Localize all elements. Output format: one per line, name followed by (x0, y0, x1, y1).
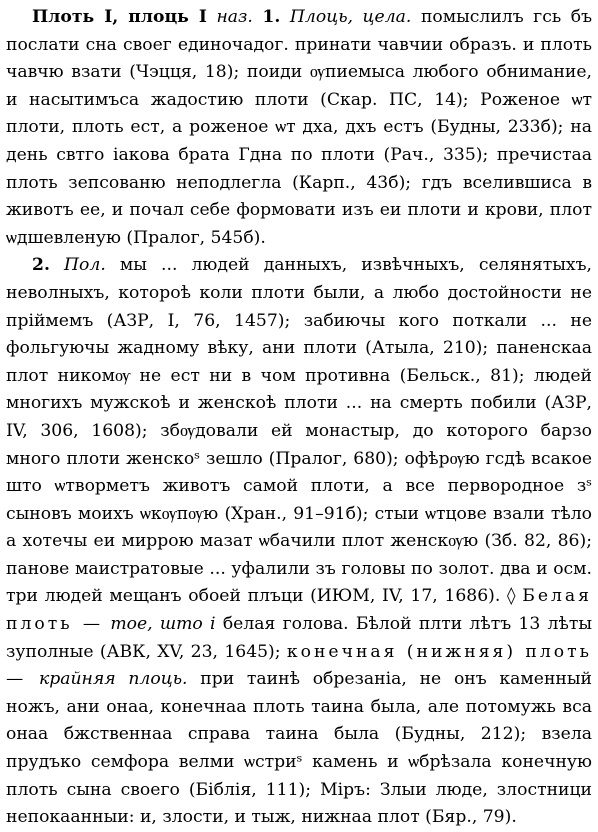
phrase-2-gloss: крайняя плоць. (38, 669, 188, 690)
sense-1-gloss: Плоць, цела. (289, 7, 412, 27)
sense-2-number: 2. (32, 255, 50, 276)
sense-1-text: помыслилъ гсь бъ послати сна своег единочадог. принати чавчии образъ. и плоть чавчю взати (Чэцця, 18); поиди ѹпиемыса любого обнимание, и насытимъса жадостию плоти (Скар. ПС, 14); Роженое ѡт плоти, плоть ест, а роженое ѡт дха, дхъ естъ (Будны, 233б); на день свтго іакова брата Гдна по плоти (Рач., 335); пречистаа плоть зепсованю неподлегла (Карп., 43б); гдъ вселившиса в животъ ее, и почал себе формовати изъ еи плоти и крови, плот ѡдшевленую (Пралог, 545б). (6, 7, 593, 248)
phrase-marker: ◊ (507, 586, 516, 607)
phrase-1-gloss: тое, што і (110, 614, 216, 635)
sense-2-text: мы ... людей данныхъ, извѣчныхъ, селянятыхъ, неволныхъ, котороѣ коли плоти были, а любо достойности не пріймемъ (АЗР, I, 76, 1457); забиючы кого поткали ... не фольгуючы жадному вѣку, ани плоти (Атыла, 210); паненскаа плот никомѹ не ест ни в чом противна (Бельск., 81); людей многихъ мужскоѣ и женскоѣ плоти ... на смерть побили (АЗР, IV, 306, 1608); збѹдовали ей монастыр, до которого барзо много плоти женскоˢ зешло (Пралог, 680); офѣрѹю гсдѣ всакое што ѡтворметъ животъ самой плоти, а все первородное зˢ сыновъ моихъ ѡкѹпѹю (Хран., 91–91б); стыи ѡтцове взали тѣло а хотечы еи миррою мазат ѡбачили плот женскѹю (Зб. 82, 86); панове маистратовые ... уфалили зъ головы по золот. два и осм. три людей мещанъ обоей плъци (ИЮМ, IV, 17, 1686). (6, 255, 592, 607)
sense-1-number: 1. (262, 7, 281, 27)
phrase-1-text: белая голова. Бѣлой плти лѣтъ 13 лѣты зуполные (АВК, XV, 23, 1645); (6, 614, 593, 662)
phrase-2-text: при таинѣ обрезаніа, не онъ каменный ножъ, ани онаа, конечнаа плоть таина была, але потомужь вса онаа бжственнаа справа таина была (Будны, 212); взела прудъко семфора велми ѡстриˢ камень и ѡбрѣзала конечную плоть сына своего (Біблія, 111); Міръ: Злыи люде, злостници непокаанныи: и, злости, и тыж, нижнаа плот (Бяр., 79). (6, 669, 592, 828)
sense-2-paragraph (6, 252, 592, 831)
phrase-1-term: Белая плоть — (6, 586, 592, 635)
headword: Плоть I, плоць I (32, 7, 207, 27)
sense-1-paragraph (6, 4, 592, 252)
sense-2-gloss: Пол. (64, 255, 106, 276)
phrase-2-term: конечная (нижняя) плоть — (6, 641, 592, 690)
part-of-speech: наз. (216, 7, 253, 27)
